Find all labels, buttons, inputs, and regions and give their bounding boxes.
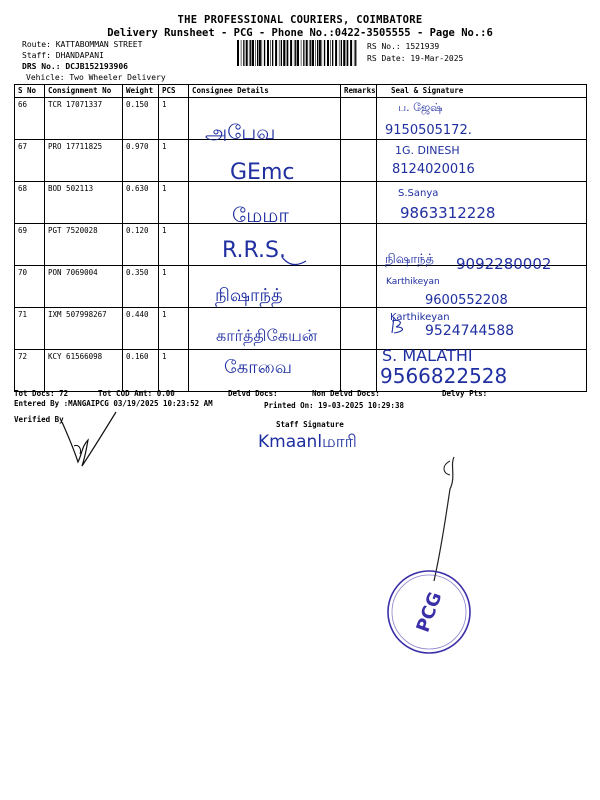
barcode-bar (255, 40, 256, 66)
delivery-points: Delvy Pts: (442, 389, 488, 398)
cell-sno: 72 (15, 350, 45, 392)
cell-sno: 68 (15, 182, 45, 224)
barcode-bar (335, 40, 337, 66)
hw-name-71b: Karthikeyan (390, 312, 450, 323)
hw-signature-66: ப. ஜேஷ் (398, 101, 443, 114)
barcode-bar (347, 40, 348, 66)
hw-phone-71: 9600552208 (425, 293, 508, 308)
hw-staff-signature: Kmaanlமாரி (258, 432, 357, 452)
barcode-bar (267, 40, 269, 66)
barcode-bar (350, 40, 352, 66)
barcode-bar (332, 40, 333, 66)
cell-sno: 71 (15, 308, 45, 350)
hw-consignee-70: நிஷாந்த் (215, 285, 283, 306)
barcode-bar (270, 40, 271, 66)
cell-weight: 0.440 (123, 308, 159, 350)
barcode-bar (306, 40, 308, 66)
hw-phone-70: 9092280002 (456, 255, 552, 273)
drs-number (22, 62, 128, 71)
barcode-bar (343, 40, 345, 66)
staff-signature-label: Staff Signature (276, 420, 344, 429)
cell-consignment: KCY 61566098 (45, 350, 123, 392)
barcode-bar (286, 40, 287, 66)
hw-phone-67: 8124020016 (392, 162, 475, 177)
barcode-bar (264, 40, 265, 66)
barcode-bar (327, 40, 329, 66)
barcode-bar (322, 40, 323, 66)
total-cod: Tot COD Amt: 0.00 (98, 389, 175, 398)
cell-remarks (341, 308, 377, 350)
verified-signature-scribble (60, 410, 120, 470)
barcode-bar (249, 40, 250, 66)
cell-pcs: 1 (159, 266, 189, 308)
total-docs: Tot Docs: 72 (14, 389, 69, 398)
col-consignment: Consignment No (45, 85, 123, 98)
hw-phone-72: 9566822528 (380, 364, 508, 388)
cell-remarks (341, 266, 377, 308)
barcode-bar (237, 40, 239, 66)
cell-pcs: 1 (159, 308, 189, 350)
cell-remarks (341, 350, 377, 392)
route-label: Route: KATTABOMMAN STREET (22, 40, 143, 49)
barcode-bar (354, 40, 355, 66)
hw-signature-71: Karthikeyan (386, 277, 440, 287)
table-row (15, 140, 587, 182)
barcode-bar (294, 40, 295, 66)
cell-remarks (341, 98, 377, 140)
barcode-bar (315, 40, 316, 66)
cell-consignment: IXM 507998267 (45, 308, 123, 350)
col-sno: S No (15, 85, 45, 98)
hw-consignee-68: மேமா (232, 203, 289, 227)
hw-row69-stroke (280, 255, 310, 269)
cell-pcs: 1 (159, 350, 189, 392)
barcode-bar (259, 40, 261, 66)
cell-consignment: TCR 17071337 (45, 98, 123, 140)
hw-phone-68: 9863312228 (400, 204, 496, 222)
barcode-bar (339, 40, 340, 66)
cell-remarks (341, 140, 377, 182)
cell-remarks (341, 224, 377, 266)
cell-weight: 0.630 (123, 182, 159, 224)
cell-sno: 69 (15, 224, 45, 266)
hw-consignee-66: அபேவ (205, 120, 276, 144)
cell-consignment: BOD 502113 (45, 182, 123, 224)
col-consignee: Consignee Details (189, 85, 341, 98)
hw-signature-72: S. MALATHI (382, 346, 473, 365)
rs-number: RS No.: 1521939 (367, 42, 440, 51)
barcode-bar (275, 40, 277, 66)
cell-sno: 70 (15, 266, 45, 308)
hw-consignee-72b: கோவை (224, 357, 292, 378)
drs-value: DCJB152193906 (65, 62, 128, 71)
hw-signature-68: S.Sanya (398, 188, 439, 199)
ink-stroke (420, 455, 460, 585)
barcode-bar (257, 40, 258, 66)
cell-weight: 0.970 (123, 140, 159, 182)
barcode-bar (303, 40, 304, 66)
rs-date: RS Date: 19-Mar-2025 (367, 54, 464, 63)
verified-by-label: Verified By (14, 415, 64, 424)
staff-label: Staff: DHANDAPANI (22, 51, 104, 60)
barcode-bar (319, 40, 321, 66)
barcode-bar (252, 40, 254, 66)
hw-phone-66: 9150505172. (385, 123, 472, 138)
delivered-docs: Delvd Docs: (228, 389, 278, 398)
cell-sno: 67 (15, 140, 45, 182)
barcode-bar (317, 40, 318, 66)
cell-weight: 0.350 (123, 266, 159, 308)
barcode-bar (279, 40, 280, 66)
drs-label: DRS No.: (22, 62, 61, 71)
barcode-bar (246, 40, 248, 66)
entered-by: Entered By :MANGAIPCG 03/19/2025 10:23:52 AM (14, 399, 213, 408)
barcode-bar (312, 40, 314, 66)
cell-sno: 66 (15, 98, 45, 140)
barcode-bar (262, 40, 263, 66)
non-delivered-docs: Non Delvd Docs: (312, 389, 380, 398)
table-header-row (15, 85, 587, 98)
col-weight: Weight (123, 85, 159, 98)
barcode-bar (241, 40, 242, 66)
hw-consignee-69: R.R.S. (222, 238, 286, 263)
cell-pcs: 1 (159, 182, 189, 224)
hw-signature-70: நிஷாந்த் (385, 252, 434, 267)
col-remarks: Remarks (341, 85, 377, 98)
cell-remarks (341, 182, 377, 224)
table-row (15, 182, 587, 224)
barcode-bar (330, 40, 331, 66)
company-title: THE PROFESSIONAL COURIERS, COIMBATORE (177, 14, 423, 26)
col-pcs: PCS (159, 85, 189, 98)
vehicle-label: Vehicle: Two Wheeler Delivery (26, 73, 166, 82)
barcode-bar (290, 40, 292, 66)
barcode-bar (324, 40, 325, 66)
barcode-bar (281, 40, 282, 66)
runsheet-subtitle: Delivery Runsheet - PCG - Phone No.:0422-3505555 - Page No.:6 (107, 27, 493, 39)
barcode-bar (243, 40, 244, 66)
barcode-bar (301, 40, 302, 66)
cell-consignment: PRO 17711825 (45, 140, 123, 182)
barcode-bar (287, 40, 288, 66)
barcode-bar (346, 40, 347, 66)
barcode-bar (272, 40, 273, 66)
barcode-bar (297, 40, 299, 66)
cell-consignment: PGT 7520028 (45, 224, 123, 266)
col-seal-signature: Seal & Signature (377, 85, 587, 98)
table-row (15, 98, 587, 140)
barcode (237, 40, 357, 66)
hw-row71-signature-scribble (390, 315, 414, 337)
cell-weight: 0.150 (123, 98, 159, 140)
hw-consignee-67: GEmc (230, 160, 295, 185)
hw-signature-67: 1G. DINESH (395, 144, 460, 157)
barcode-bar (250, 40, 251, 66)
barcode-bar (283, 40, 285, 66)
barcode-bar (295, 40, 296, 66)
barcode-bar (355, 40, 356, 66)
hw-consignee-72: கார்த்திகேயன் (216, 326, 318, 345)
cell-weight: 0.120 (123, 224, 159, 266)
barcode-bar (341, 40, 342, 66)
pcg-stamp (385, 568, 473, 656)
barcode-bar (310, 40, 311, 66)
cell-consignment: PON 7069004 (45, 266, 123, 308)
barcode-bar (309, 40, 310, 66)
cell-pcs: 1 (159, 140, 189, 182)
cell-pcs: 1 (159, 224, 189, 266)
cell-pcs: 1 (159, 98, 189, 140)
stamp-text: PCG (412, 589, 447, 636)
cell-weight: 0.160 (123, 350, 159, 392)
printed-on: Printed On: 19-03-2025 10:29:38 (264, 401, 404, 410)
hw-phone-71b: 9524744588 (425, 323, 515, 339)
